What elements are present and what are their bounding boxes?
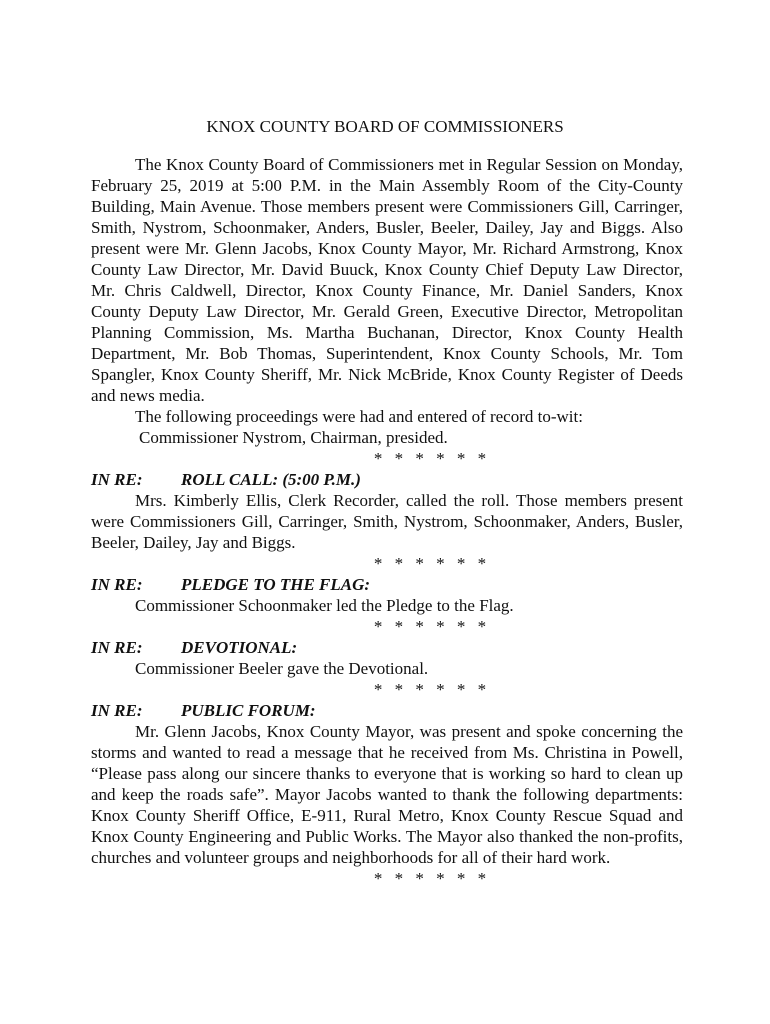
section-devotional <box>91 637 683 700</box>
section-label: IN RE: <box>91 701 143 720</box>
section-label: IN RE: <box>91 638 143 657</box>
section-text: Mrs. Kimberly Ellis, Clerk Recorder, called the roll. Those members present were Commissioners Gill, Carringer, Smith, Nystrom, Schoonmaker, Anders, Busler, Beeler, Dailey, Jay and Biggs. <box>91 491 683 552</box>
section-text: Commissioner Schoonmaker led the Pledge to the Flag. <box>135 596 514 615</box>
section-heading <box>91 637 683 658</box>
section-text: Mr. Glenn Jacobs, Knox County Mayor, was present and spoke concerning the storms and wanted to read a message that he received from Ms. Christina in Powell, “Please pass along our sincere thanks to everyone that is working so hard to clean up and keep the roads safe”. Mayor Jacobs wanted to thank the following departments: Knox County Sheriff Office, E-911, Rural Metro, Knox County Rescue Squad and Knox County Engineering and Public Works. The Mayor also thanked the non-profits, churches and volunteer groups and neighborhoods for all of their hard work. <box>91 722 683 867</box>
section-label: IN RE: <box>91 575 143 594</box>
section-heading <box>91 469 683 490</box>
section-heading <box>91 700 683 721</box>
section-separator: * * * * * * <box>373 449 491 468</box>
section-heading <box>91 574 683 595</box>
presided-line: Commissioner Nystrom, Chairman, presided. <box>139 428 448 447</box>
section-label: IN RE: <box>91 470 143 489</box>
document-title: KNOX COUNTY BOARD OF COMMISSIONERS <box>206 117 564 136</box>
section-separator: * * * * * * <box>373 869 491 888</box>
section-title: PUBLIC FORUM: <box>181 701 316 720</box>
section-public-forum <box>91 700 683 889</box>
intro-paragraph: The Knox County Board of Commissioners met in Regular Session on Monday, February 25, 2019 at 5:00 P.M. in the Main Assembly Room of the City-County Building, Main Avenue. Those members present were Commissioners Gill, Carringer, Smith, Nystrom, Schoonmaker, Anders, Busler, Beeler, Dailey, Jay and Biggs. Also present were Mr. Glenn Jacobs, Knox County Mayor, Mr. Richard Armstrong, Knox County Law Director, Mr. David Buuck, Knox County Chief Deputy Law Director, Mr. Chris Caldwell, Director, Knox County Finance, Mr. Daniel Sanders, Knox County Deputy Law Director, Mr. Gerald Green, Executive Director, Metropolitan Planning Commission, Ms. Martha Buchanan, Director, Knox County Health Department, Mr. Bob Thomas, Superintendent, Knox County Schools, Mr. Tom Spangler, Knox County Sheriff, Mr. Nick McBride, Knox County Register of Deeds and news media. <box>91 155 683 405</box>
section-title: PLEDGE TO THE FLAG: <box>181 575 371 594</box>
section-separator: * * * * * * <box>373 617 491 636</box>
section-separator: * * * * * * <box>373 680 491 699</box>
section-roll-call <box>91 469 683 574</box>
section-separator: * * * * * * <box>373 554 491 573</box>
section-text: Commissioner Beeler gave the Devotional. <box>135 659 429 678</box>
proceedings-line: The following proceedings were had and entered of record to-wit: <box>135 407 583 426</box>
section-title: DEVOTIONAL: <box>181 638 298 657</box>
section-title: ROLL CALL: (5:00 P.M.) <box>181 470 361 489</box>
document-body <box>91 154 683 889</box>
section-pledge <box>91 574 683 637</box>
